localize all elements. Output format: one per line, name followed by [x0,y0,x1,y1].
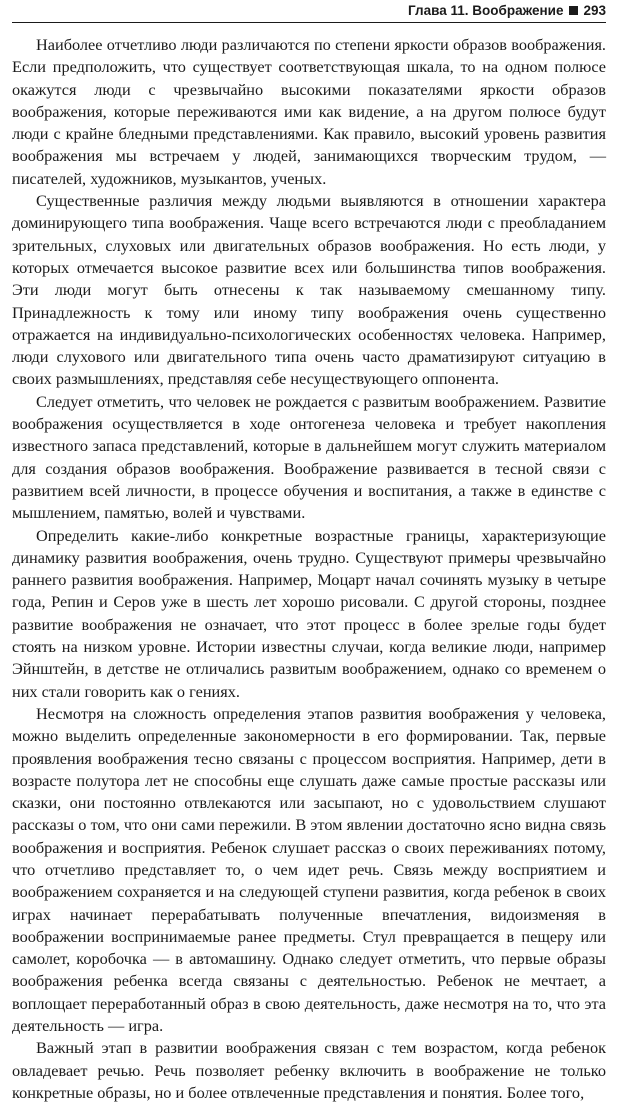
chapter-title: Глава 11. Воображение [408,3,564,18]
square-bullet-icon [569,6,578,15]
running-head [12,2,606,20]
header-rule [12,22,606,23]
page-number: 293 [583,3,606,18]
paragraph: Следует отметить, что человек не рождается с развитым воображением. Развитие воображения осуществляется в ходе онтогенеза человека и требует накопления известного запаса представлений, которые в дальнейшем могут служить материалом для создания образов воображения. Воображение развивается в тесной связи с развитием всей личности, в процессе обучения и воспитания, а также в единстве с мышлением, памятью, волей и чувствами. [12,391,606,523]
paragraph: Существенные различия между людьми выявляются в отношении характера доминирующего типа воображения. Чаще всего встречаются люди с преобладанием зрительных, слуховых или двигательных образов воображения. Но есть люди, у которых отмечается высокое развитие всех или большинства типов воображения. Эти люди могут быть отнесены к так называемому смешанному типу. Принадлежность к тому или иному типу воображения очень существенно отражается на индивидуально-психологических особенностях человека. Например, люди слухового или двигательного типа очень часто драматизируют ситуацию в своих размышлениях, представляя себе несуществующего оппонента. [12,191,606,389]
body-text [12,34,606,1104]
paragraph: Несмотря на сложность определения этапов развития воображения у человека, можно выделить определенные закономерности в его формировании. Так, первые проявления воображения тесно связаны с процессом восприятия. Например, дети в возрасте полутора лет не способны еще слушать даже самые простые рассказы или сказки, они постоянно отвлекаются или засыпают, но с удовольствием слушают рассказы о том, что они сами пережили. В этом явлении достаточно ясно видна связь воображения и восприятия. Ребенок слушает рассказ о своих переживаниях потому, что отчетливо представляет то, о чем идет речь. Связь между восприятием и воображением сохраняется и на следующей ступени развития, когда ребенок в своих играх начинает перерабатывать полученные впечатления, видоизменяя в воображении воспринимаемые ранее предметы. Стул превращается в пещеру или самолет, коробочка — в автомашину. Однако следует отметить, что первые образы воображения ребенка всегда связаны с деятельностью. Ребенок не мечтает, а воплощает переработанный образ в свою деятельность, даже несмотря на то, что эта деятельность — игра. [12,703,606,1036]
paragraph: Наиболее отчетливо люди различаются по степени яркости образов воображения. Если предположить, что существует соответствующая шкала, то на одном полюсе окажутся люди с чрезвычайно высокими показателями яркости образов воображения, которые переживаются ими как видение, а на другом полюсе будут люди с крайне бледными представлениями. Как правило, высокий уровень развития воображения мы встречаем у людей, занимающихся творческим трудом, — писателей, художников, музыкантов, ученых. [12,35,606,188]
paragraph: Важный этап в развитии воображения связан с тем возрастом, когда ребенок овладевает речью. Речь позволяет ребенку включить в воображение не только конкретные образы, но и более отвлеченные представления и понятия. Более того, [12,1038,606,1102]
paragraph: Определить какие-либо конкретные возрастные границы, характеризующие динамику развития воображения, очень трудно. Существуют примеры чрезвычайно раннего развития воображения. Например, Моцарт начал сочинять музыку в четыре года, Репин и Серов уже в шесть лет хорошо рисовали. С другой стороны, позднее развитие воображения не означает, что этот процесс в более зрелые годы будет стоять на низком уровне. Истории известны случаи, когда великие люди, например Эйнштейн, в детстве не отличались развитым воображением, однако со временем о них стали говорить как о гениях. [12,525,606,701]
